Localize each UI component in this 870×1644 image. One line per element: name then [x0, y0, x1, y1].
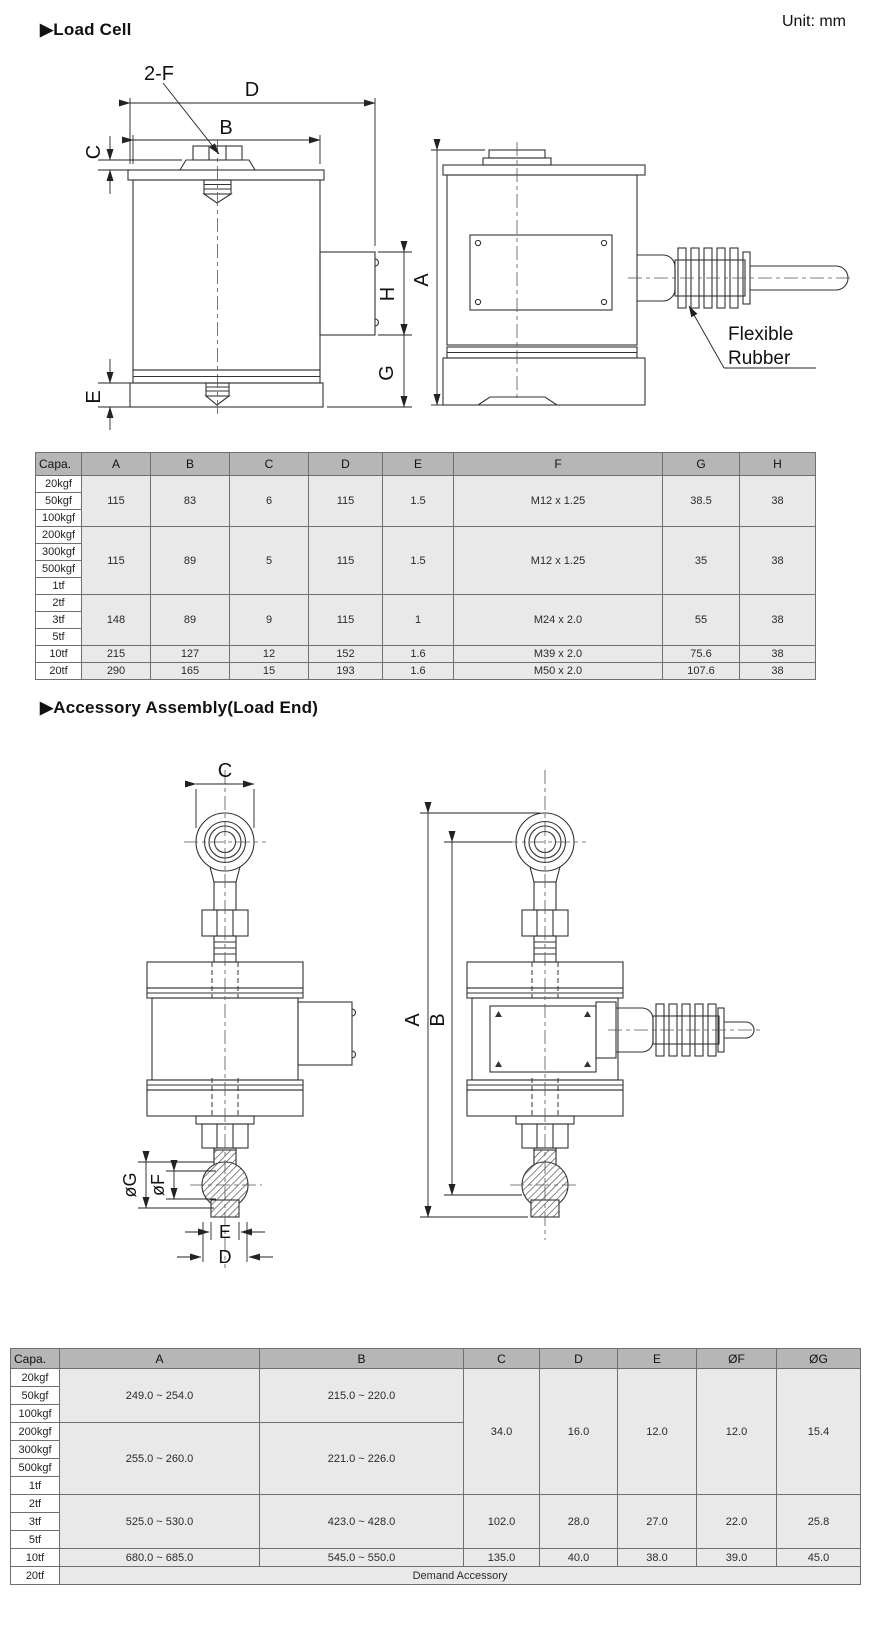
- dimension-lines: [138, 784, 540, 1262]
- table-row: [36, 595, 816, 612]
- value-cell: 38: [740, 646, 816, 663]
- table-row: [36, 646, 816, 663]
- col-header: Capa.: [11, 1349, 60, 1369]
- value-cell: 1: [383, 595, 454, 646]
- value-cell: 680.0 ~ 685.0: [60, 1549, 260, 1567]
- value-cell: 423.0 ~ 428.0: [260, 1495, 464, 1549]
- value-cell: 38: [740, 663, 816, 680]
- value-cell: 215: [82, 646, 151, 663]
- value-cell: 16.0: [540, 1369, 618, 1495]
- value-cell: M24 x 2.0: [454, 595, 663, 646]
- value-cell: 12.0: [618, 1369, 697, 1495]
- value-cell: 290: [82, 663, 151, 680]
- callout-rubber: Rubber: [728, 348, 791, 369]
- value-cell: 249.0 ~ 254.0: [60, 1369, 260, 1423]
- capacity-cell: 100kgf: [36, 510, 82, 527]
- value-cell: 115: [309, 595, 383, 646]
- value-cell: 135.0: [464, 1549, 540, 1567]
- dim-label-phi-g: øG: [120, 1172, 140, 1198]
- value-cell: 28.0: [540, 1495, 618, 1549]
- dim-label-d: D: [244, 79, 260, 101]
- value-cell: 165: [151, 663, 230, 680]
- value-cell: 1.5: [383, 527, 454, 595]
- section2-title: ▶Accessory Assembly(Load End): [40, 698, 319, 717]
- capacity-cell: 10tf: [36, 646, 82, 663]
- col-header: ØG: [777, 1349, 861, 1369]
- value-cell: 22.0: [697, 1495, 777, 1549]
- capacity-cell: 300kgf: [36, 544, 82, 561]
- dim-label-a: A: [411, 273, 433, 287]
- capacity-cell: 1tf: [11, 1477, 60, 1495]
- value-cell: 83: [151, 476, 230, 527]
- col-header: E: [618, 1349, 697, 1369]
- value-cell: 75.6: [663, 646, 740, 663]
- value-cell: 545.0 ~ 550.0: [260, 1549, 464, 1567]
- value-cell: 152: [309, 646, 383, 663]
- dim-label-phi-f: øF: [148, 1174, 168, 1196]
- value-cell: M12 x 1.25: [454, 527, 663, 595]
- col-header: H: [740, 453, 816, 476]
- value-cell: 107.6: [663, 663, 740, 680]
- value-cell: 115: [82, 527, 151, 595]
- dim-label-d: D: [218, 1247, 232, 1267]
- dim-label-c: C: [83, 144, 105, 160]
- value-cell: 39.0: [697, 1549, 777, 1567]
- value-cell: 255.0 ~ 260.0: [60, 1423, 260, 1495]
- col-header: Capa.: [36, 453, 82, 476]
- value-cell: M50 x 2.0: [454, 663, 663, 680]
- capacity-cell: 300kgf: [11, 1441, 60, 1459]
- col-header: ØF: [697, 1349, 777, 1369]
- capacity-cell: 10tf: [11, 1549, 60, 1567]
- assembly-side-view: [147, 813, 356, 1217]
- capacity-cell: 1tf: [36, 578, 82, 595]
- value-cell: 1.5: [383, 476, 454, 527]
- assembly-front-view: [467, 813, 754, 1217]
- capacity-cell: 5tf: [36, 629, 82, 646]
- section1-title: ▶Load Cell: [40, 20, 132, 39]
- col-header: E: [383, 453, 454, 476]
- value-cell: 38.0: [618, 1549, 697, 1567]
- value-cell: 27.0: [618, 1495, 697, 1549]
- value-cell: 102.0: [464, 1495, 540, 1549]
- col-header: B: [260, 1349, 464, 1369]
- accessory-assembly-drawing: [0, 730, 870, 1280]
- value-cell: 15: [230, 663, 309, 680]
- value-cell: 38: [740, 595, 816, 646]
- nameplate: [490, 1006, 596, 1072]
- value-cell: 38: [740, 476, 816, 527]
- dim-label-b: B: [219, 117, 233, 139]
- dim-label-h: H: [377, 286, 399, 302]
- capacity-cell: 5tf: [11, 1531, 60, 1549]
- dim-label-g: G: [376, 365, 398, 381]
- hidden-lines: [212, 962, 558, 1116]
- value-cell: 1.6: [383, 646, 454, 663]
- col-header: A: [60, 1349, 260, 1369]
- dim-label-a: A: [402, 1013, 424, 1027]
- col-header: A: [82, 453, 151, 476]
- col-header: B: [151, 453, 230, 476]
- value-cell: 89: [151, 527, 230, 595]
- table-header-row: [11, 1349, 861, 1369]
- value-cell: 35: [663, 527, 740, 595]
- col-header: C: [230, 453, 309, 476]
- table-row: [11, 1495, 861, 1513]
- load-cell-drawing: [0, 50, 870, 430]
- value-cell: 5: [230, 527, 309, 595]
- value-cell: 115: [309, 527, 383, 595]
- demand-accessory-note: Demand Accessory: [60, 1567, 861, 1585]
- callout-flexible: Flexible: [728, 324, 794, 345]
- value-cell: 38: [740, 527, 816, 595]
- value-cell: 148: [82, 595, 151, 646]
- value-cell: 55: [663, 595, 740, 646]
- capacity-cell: 20kgf: [36, 476, 82, 493]
- capacity-cell: 3tf: [36, 612, 82, 629]
- table-row: [36, 527, 816, 544]
- capacity-cell: 50kgf: [36, 493, 82, 510]
- table-row: [11, 1549, 861, 1567]
- load-cell-spec-table: [35, 452, 816, 680]
- unit-label: Unit: mm: [782, 13, 846, 30]
- capacity-cell: 2tf: [36, 595, 82, 612]
- value-cell: 6: [230, 476, 309, 527]
- table-row: [36, 476, 816, 493]
- capacity-cell: 2tf: [11, 1495, 60, 1513]
- col-header: F: [454, 453, 663, 476]
- value-cell: 12: [230, 646, 309, 663]
- value-cell: 193: [309, 663, 383, 680]
- value-cell: M39 x 2.0: [454, 646, 663, 663]
- accessory-spec-table: [10, 1348, 861, 1585]
- capacity-cell: 3tf: [11, 1513, 60, 1531]
- capacity-cell: 20kgf: [11, 1369, 60, 1387]
- value-cell: 25.8: [777, 1495, 861, 1549]
- table-header-row: [36, 453, 816, 476]
- capacity-cell: 500kgf: [36, 561, 82, 578]
- dim-label-e: E: [218, 1222, 232, 1242]
- dim-label-c: C: [217, 760, 233, 782]
- value-cell: 15.4: [777, 1369, 861, 1495]
- value-cell: 89: [151, 595, 230, 646]
- col-header: G: [663, 453, 740, 476]
- capacity-cell: 200kgf: [11, 1423, 60, 1441]
- dim-label-b: B: [427, 1013, 449, 1027]
- value-cell: 38.5: [663, 476, 740, 527]
- table-row: [36, 663, 816, 680]
- value-cell: 12.0: [697, 1369, 777, 1495]
- value-cell: 215.0 ~ 220.0: [260, 1369, 464, 1423]
- value-cell: 34.0: [464, 1369, 540, 1495]
- value-cell: M12 x 1.25: [454, 476, 663, 527]
- value-cell: 221.0 ~ 226.0: [260, 1423, 464, 1495]
- dim-label-e: E: [83, 390, 105, 404]
- col-header: C: [464, 1349, 540, 1369]
- value-cell: 525.0 ~ 530.0: [60, 1495, 260, 1549]
- capacity-cell: 200kgf: [36, 527, 82, 544]
- value-cell: 127: [151, 646, 230, 663]
- table-row: [11, 1369, 861, 1387]
- value-cell: 115: [309, 476, 383, 527]
- load-cell-side-view: [128, 146, 379, 407]
- center-lines: [184, 770, 762, 1268]
- value-cell: 115: [82, 476, 151, 527]
- col-header: D: [540, 1349, 618, 1369]
- capacity-cell: 100kgf: [11, 1405, 60, 1423]
- value-cell: 9: [230, 595, 309, 646]
- value-cell: 1.6: [383, 663, 454, 680]
- value-cell: 45.0: [777, 1549, 861, 1567]
- capacity-cell: 20tf: [11, 1567, 60, 1585]
- value-cell: 40.0: [540, 1549, 618, 1567]
- capacity-cell: 50kgf: [11, 1387, 60, 1405]
- dim-label-2f: 2-F: [144, 63, 174, 85]
- dimension-lines: [98, 83, 816, 430]
- table-row: [11, 1567, 861, 1585]
- col-header: D: [309, 453, 383, 476]
- capacity-cell: 20tf: [36, 663, 82, 680]
- capacity-cell: 500kgf: [11, 1459, 60, 1477]
